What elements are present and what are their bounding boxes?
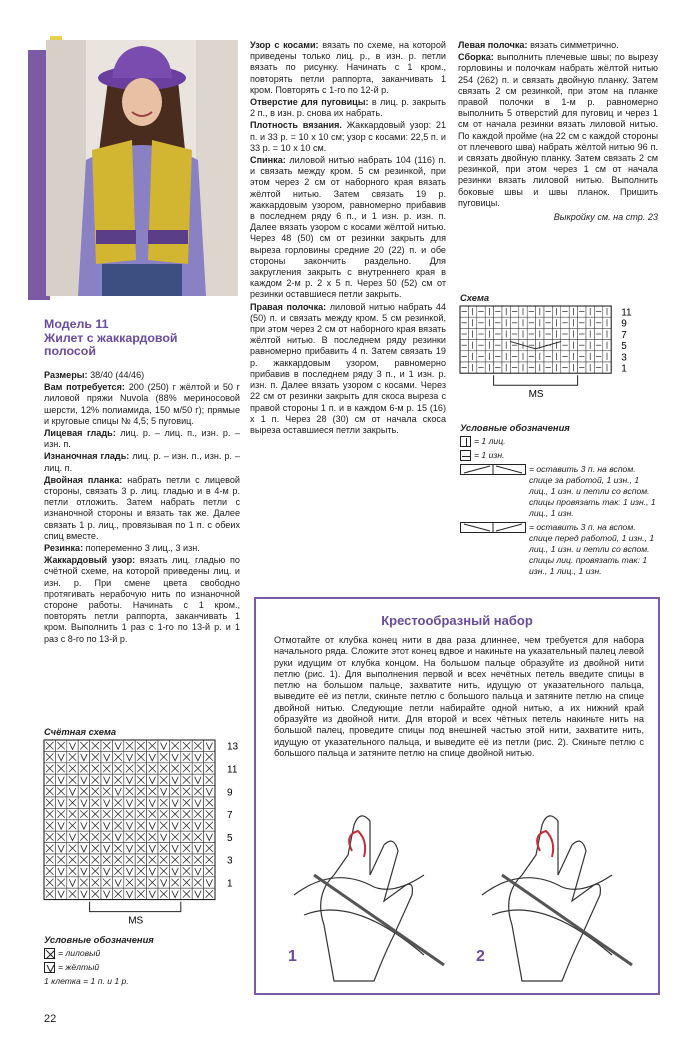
cable-scheme bbox=[460, 306, 660, 410]
counting-chart-title: Счётная схема bbox=[44, 726, 117, 737]
column-1 bbox=[44, 370, 240, 646]
assembly-paragraph: Сборка: выполнить плечевые швы; по вырезу горловины и полочкам набрать жёлтой нитью 254 (262) п. и связать двойную планку. Затем связать 2 см резинкой, при этом на планке правой полочки в 1-м р. равномерно выполнить 5 отверстий для пуговиц и через 1 см от начала резинки вязать лиловой нитью. По каждой пройме (на 22 см с каждой стороны от плечевого шва) набрать жёлтой нитью 96 п. и связать двойную планку. Затем связать 2 см резинкой, при этом через 1 см от начала резинки вязать лиловой нитью. Выполнить боковые швы и швы планок. Пришить пуговицы. bbox=[458, 52, 658, 208]
sizes-paragraph: Размеры: 38/40 (44/46) bbox=[44, 370, 145, 380]
legend-v-row: = жёлтый bbox=[44, 962, 244, 973]
page-number: 22 bbox=[44, 1013, 57, 1025]
reverse-stockinette-paragraph: Изнаночная гладь: лиц. р. – изн. п., изн. р. – лиц. п. bbox=[44, 451, 240, 473]
model-title-line3: полосой bbox=[44, 344, 96, 358]
model-title-line1: Модель 11 bbox=[44, 317, 109, 331]
legend-right-title: Условные обозначения bbox=[460, 422, 570, 433]
counting-chart bbox=[44, 740, 244, 927]
scheme-row-label: 9 bbox=[621, 318, 627, 330]
model-photo bbox=[46, 40, 238, 296]
legend-right bbox=[460, 422, 660, 580]
legend-purl-row: = 1 изн. bbox=[460, 450, 660, 461]
double-band-paragraph: Двойная планка: набрать петли с лицевой стороны, связать 3 р. лиц. гладью и в 4-м р. петли отложить. Затем набрать петли с изнаночной стороны и вязать так же. Далее связать 1 р. лиц., провязывая по 1 п. с обеих спиц вместе. bbox=[44, 474, 241, 541]
counting-row-label: 7 bbox=[227, 810, 233, 822]
scheme-row-label: 3 bbox=[621, 352, 627, 364]
model-title bbox=[44, 318, 240, 359]
scheme-ms-label: MS bbox=[528, 389, 544, 401]
legend-left bbox=[44, 934, 244, 990]
back-paragraph: Спинка: лиловой нитью набрать 104 (116) п. и связать между кром. 5 см резинкой, при этом через 2 см от наборного края вязать жёлтой нитью. Затем связать 19 р. жаккардовым узором, равномерно прибавив в последнем ряду 6 п., и 1 изн. р. изн. п. Далее вязать узором с косами жёлтой нитью. Через 48 (50) см от резинки закрыть для выреза горловины средние 20 (22) п. и обе стороны закончить раздельно. Для закругления закрыть с внутреннего края в каждом 2-м р. 2 х 5 п. Через 50 (52) см от резинки оставшиеся петли закрыть. bbox=[250, 155, 446, 300]
x-cross-icon bbox=[44, 948, 55, 959]
figure-1-number: 1 bbox=[288, 948, 297, 965]
jacquard-paragraph: Жаккардовый узор: вязать лиц. гладью по счётной схеме, на которой приведены лиц. и изн. р. При смене цвета свободно протягивать нерабочую нить по изнаночной стороне работы. Начинать с 1 кром., повторять петли раппорта, заканчивать 1 кром. Выполнить 1 раз с 1-го по 13-й р. и 1 раз с 8-го по 13-й р. bbox=[44, 555, 240, 644]
counting-row-label: 3 bbox=[227, 855, 233, 867]
scheme-row-label: 7 bbox=[621, 329, 627, 341]
counting-row-label: 9 bbox=[227, 787, 233, 799]
buttonhole-paragraph: Отверстие для пуговицы: в лиц. р. закрыть 2 п., в изн. р. снова их набрать. bbox=[250, 97, 447, 119]
model-title-line2: Жилет с жаккардовой bbox=[44, 330, 178, 345]
scheme-row-label: 1 bbox=[621, 363, 627, 375]
v-shape-icon bbox=[44, 962, 55, 973]
knit-stitch-icon bbox=[460, 436, 471, 447]
column-3 bbox=[458, 40, 658, 223]
legend-cell-row: 1 клетка = 1 п. и 1 р. bbox=[44, 976, 129, 986]
legend-x-row: = лиловый bbox=[44, 948, 244, 959]
scheme-title: Схема bbox=[460, 292, 490, 303]
column-2 bbox=[250, 40, 446, 437]
hand-illustration-1 bbox=[274, 805, 454, 981]
stockinette-paragraph: Лицевая гладь: лиц. р. – лиц. п., изн. р. – изн. п. bbox=[44, 428, 240, 450]
hand-illustration-2 bbox=[462, 805, 642, 981]
counting-row-label: 5 bbox=[227, 832, 233, 844]
cable-cross-front-icon bbox=[460, 522, 526, 536]
scheme-row-label: 5 bbox=[621, 341, 627, 353]
pattern-reference: Выкройку см. на стр. 23 bbox=[553, 212, 658, 223]
counting-row-label: 13 bbox=[227, 741, 239, 753]
density-paragraph: Плотность вязания. Жаккардовый узор: 21 п. и 33 р. = 10 х 10 см; узор с косами: 22,5 п. и 33 р. = 10 х 10 см. bbox=[250, 120, 447, 153]
left-front-paragraph: Левая полочка: вязать симметрично. bbox=[458, 40, 619, 50]
materials-paragraph: Вам потребуется: 200 (250) г жёлтой и 50 г лиловой пряжи Nuvola (88% мериносовой шерсти, 12% полиамида, 150 м/50 г); прямые и круговые спицы № 4,5; 5 пуговиц. bbox=[44, 382, 240, 426]
rib-paragraph: Резинка: попеременно 3 лиц., 3 изн. bbox=[44, 543, 200, 554]
counting-row-label: 1 bbox=[227, 878, 233, 890]
legend-left-title: Условные обозначения bbox=[44, 934, 154, 945]
legend-knit-row: = 1 лиц. bbox=[460, 436, 660, 447]
legend-cross-back-row: = оставить 3 п. на вспом. спице за работой, 1 изн., 1 лиц., 1 изн. и петли со вспом. спицы провязать так: 1 изн., 1 лиц., 1 изн. bbox=[460, 464, 660, 519]
figure-2-number: 2 bbox=[476, 948, 485, 965]
cables-paragraph: Узор с косами: вязать по схеме, на которой приведены только лиц. р., в изн. р. петли вязать по рисунку. Начинать с 1 кром., повторять петли раппорта, заканчивать 1 кром. Повторять с 1-го по 12-й р. bbox=[250, 40, 446, 95]
counting-row-label: 11 bbox=[227, 764, 238, 776]
cast-on-text: Отмотайте от клубка конец нити в два раза длиннее, чем требуется для набора начального ряда. Сложите этот конец вдвое и накиньте на указательный палец левой руки идущим от клубка концом. На большом пальце образуйте из двойной нити петлю (рис. 1). Для выполнения первой и всех нечётных петель введите спицы в петлю на большом пальце, захватите нить, идущую от указательного пальца, выведите её из петли, скиньте петлю с большого пальца и затяните петлю на спице двойной нитью. Следующие петли набирайте одной нитью, а их нижний край образуйте из двойной нити. Для второй и всех чётных петель накиньте нить на большой палец, проведите спицы под внешней частью этой нити, захватите нить, идущую от указательного пальца, и выведите её из петли (рис. 2). Скиньте петлю с большого пальца и затяните петлю на спице двойной нитью. bbox=[274, 635, 644, 758]
right-front-paragraph: Правая полочка: лиловой нитью набрать 44 (50) п. и связать между кром. 5 см резинкой, при этом через 2 см от наборного края вязать жёлтой нитью. В последнем ряду резинки равномерно прибавить 4 п. Затем связать 19 р. жаккардовым узором, равномерно прибавив в последнем ряду 3 п., и 1 изн. р. изн. п. Далее вязать узором с косами. Через 22 см от резинки закрыть для скоса выреза с правой стороны 1 п. и в каждом 6-м р. 15 (16) х 1 п. Через 28 (30) см от начала скоса выреза оставшиеся петли закрыть. bbox=[250, 301, 447, 435]
cast-on-title: Крестообразный набор bbox=[381, 613, 533, 628]
legend-cross-front-row: = оставить 3 п. на вспом. спице перед работой, 1 изн., 1 лиц., 1 изн. и петли со вспом. спицы лиц. провязать так: 1 изн., 1 лиц., 1 изн. bbox=[460, 522, 660, 577]
purl-stitch-icon bbox=[460, 450, 471, 461]
counting-ms-label: MS bbox=[128, 915, 144, 927]
cast-on-box bbox=[254, 597, 660, 995]
cable-cross-back-icon bbox=[460, 464, 526, 478]
scheme-row-label: 11 bbox=[621, 307, 632, 319]
